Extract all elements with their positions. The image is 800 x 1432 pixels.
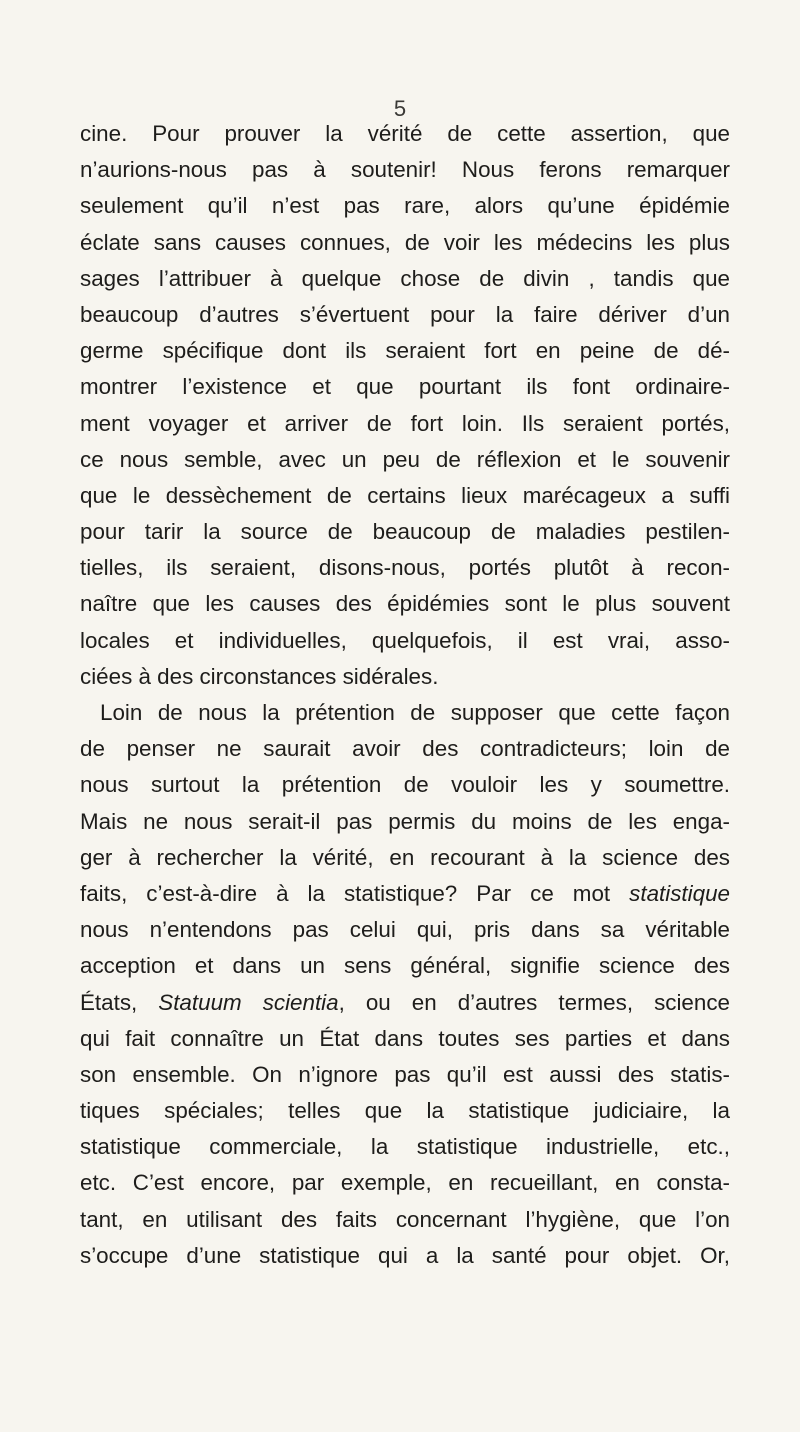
text-line: acception et dans un sens général, signifie science des xyxy=(80,953,730,979)
text-line: ciées à des circonstances sidérales. xyxy=(80,663,439,689)
text-line: beaucoup d’autres s’évertuent pour la faire dériver d’un xyxy=(80,301,730,327)
text-line: son ensemble. On n’ignore pas qu’il est aussi des statis- xyxy=(80,1061,730,1087)
italic-term: statistique xyxy=(629,880,730,906)
text-line: s’occupe d’une statistique qui a la santé pour objet. Or, xyxy=(80,1242,730,1268)
text-line xyxy=(80,985,730,1021)
text-line: seulement qu’il n’est pas rare, alors qu’une épidémie xyxy=(80,193,730,219)
text-line: tiques spéciales; telles que la statistique judiciaire, la xyxy=(80,1098,730,1124)
text-line: de penser ne saurait avoir des contradicteurs; loin de xyxy=(80,736,730,762)
text-line: cine. Pour prouver la vérité de cette assertion, que xyxy=(80,121,730,146)
text-line: que le dessèchement de certains lieux marécageux a suffi xyxy=(80,482,730,508)
text-line: germe spécifique dont ils seraient fort en peine de dé- xyxy=(80,338,730,364)
text-line: tielles, ils seraient, disons-nous, portés plutôt à recon- xyxy=(80,555,730,581)
text-line: Mais ne nous serait-il pas permis du moins de les enga- xyxy=(80,808,730,834)
text-line xyxy=(80,876,730,912)
text-line: statistique commerciale, la statistique industrielle, etc., xyxy=(80,1134,730,1160)
text-line: n’aurions-nous pas à soutenir! Nous ferons remarquer xyxy=(80,157,730,183)
text-line: naître que les causes des épidémies sont le plus souvent xyxy=(80,591,730,617)
text-line: ger à rechercher la vérité, en recourant à la science des xyxy=(80,844,730,870)
text-line: sages l’attribuer à quelque chose de divin , tandis que xyxy=(80,265,730,291)
text-line: nous n’entendons pas celui qui, pris dans sa véritable xyxy=(80,917,730,943)
line-segment: États, xyxy=(80,989,159,1015)
text-line: locales et individuelles, quelquefois, il est vrai, asso- xyxy=(80,627,730,653)
line-segment: , ou en d’autres termes, science xyxy=(338,989,730,1015)
body-text xyxy=(80,116,730,1274)
text-line: montrer l’existence et que pourtant ils font ordinaire- xyxy=(80,374,730,400)
text-line: etc. C’est encore, par exemple, en recueillant, en consta- xyxy=(80,1170,730,1196)
text-line: pour tarir la source de beaucoup de maladies pestilen- xyxy=(80,519,730,545)
text-line: ce nous semble, avec un peu de réflexion et le souvenir xyxy=(80,446,730,472)
line-segment: faits, c’est-à-dire à la statistique? Par ce mot xyxy=(80,880,630,906)
text-line: éclate sans causes connues, de voir les médecins les plus xyxy=(80,229,730,255)
text-line: tant, en utilisant des faits concernant l’hygiène, que l’on xyxy=(80,1206,730,1232)
text-line: nous surtout la prétention de vouloir les y soumettre. xyxy=(80,772,730,798)
italic-term: Statuum scientia xyxy=(158,989,339,1015)
page-number: 5 xyxy=(393,96,407,121)
text-line: Loin de nous la prétention de supposer que cette façon xyxy=(100,700,730,725)
text-line: qui fait connaître un État dans toutes ses parties et dans xyxy=(80,1025,730,1051)
text-line: ment voyager et arriver de fort loin. Ils seraient portés, xyxy=(80,410,730,436)
